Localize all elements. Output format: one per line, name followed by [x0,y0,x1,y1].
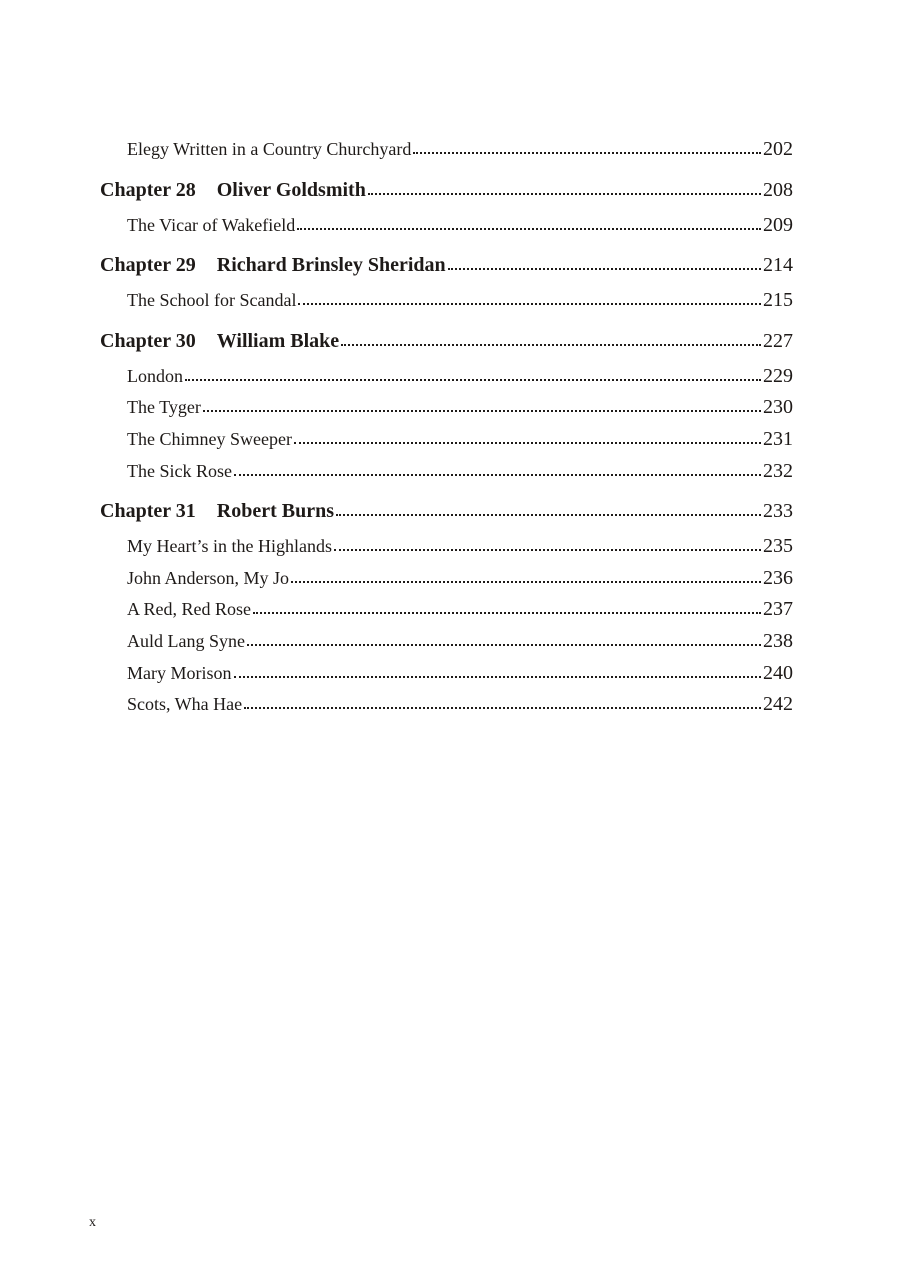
dot-leader [185,379,761,381]
toc-entry[interactable] [100,361,793,393]
dot-leader [253,612,761,614]
toc-entry-page: 231 [763,427,793,450]
toc-entry-page: 242 [763,693,793,716]
chapter-number: Chapter 30 [100,329,196,352]
chapter-number: Chapter 28 [100,178,196,201]
toc-entry[interactable] [100,563,793,595]
toc-entry[interactable] [100,594,793,626]
toc-entry[interactable] [100,531,793,563]
toc-entry[interactable] [100,689,793,721]
dot-leader [247,644,761,646]
toc-entry-page: 215 [763,289,793,312]
dot-leader [413,152,761,154]
dot-leader [336,514,761,516]
chapter-number: Chapter 31 [100,500,196,523]
toc-entry-page: 230 [763,396,793,419]
chapter-title: William Blake [216,329,340,352]
toc-chapter-heading[interactable] [100,241,793,285]
toc-entry-title: The Tyger [127,397,201,418]
dot-leader [294,442,761,444]
toc-entry[interactable] [100,210,793,242]
toc-chapter-heading[interactable] [100,317,793,361]
dot-leader [448,268,761,270]
toc-entry-title: A Red, Red Rose [127,599,251,620]
dot-leader [203,410,761,412]
chapter-title: Richard Brinsley Sheridan [216,254,446,277]
dot-leader [244,707,761,709]
toc-entry-title: Auld Lang Syne [127,630,245,651]
toc-entry[interactable] [100,392,793,424]
toc-entry-title: Mary Morison [127,662,232,683]
chapter-title: Oliver Goldsmith [216,178,366,201]
toc-entry[interactable] [100,626,793,658]
toc-entry-title: My Heart’s in the Highlands [127,536,332,557]
toc-chapter-heading[interactable] [100,487,793,531]
toc-entry-title: John Anderson, My Jo [127,567,290,588]
dot-leader [341,344,761,346]
toc-entry-page: 235 [763,535,793,558]
dot-leader [297,228,761,230]
chapter-page: 214 [763,254,793,277]
toc-entry[interactable] [100,658,793,690]
dot-leader [298,303,761,305]
toc-entry[interactable] [100,285,793,317]
chapter-page: 233 [763,500,793,523]
toc-chapter-heading[interactable] [100,166,793,210]
toc-entry-title: The Vicar of Wakefield [127,214,296,235]
dot-leader [334,549,761,551]
chapter-page: 227 [763,329,793,352]
table-of-contents [100,134,793,721]
toc-entry-page: 209 [763,213,793,236]
dot-leader [291,581,761,583]
toc-entry-title: Elegy Written in a Country Churchyard [127,139,412,159]
chapter-title: Robert Burns [216,500,334,523]
toc-entry-page: 237 [763,598,793,621]
toc-entry[interactable] [100,134,793,166]
toc-entry-title: The Chimney Sweeper [127,428,292,449]
dot-leader [368,193,761,195]
toc-entry-title: London [127,365,183,386]
toc-entry-title: The School for Scandal [127,290,297,311]
toc-entry[interactable] [100,424,793,456]
toc-entry-page: 232 [763,459,793,482]
dot-leader [234,474,761,476]
dot-leader [234,676,762,678]
toc-entry-page: 236 [763,566,793,589]
toc-entry-page: 238 [763,629,793,652]
page-number-footer: x [89,1215,96,1230]
toc-entry-page: 240 [763,661,793,684]
chapter-number: Chapter 29 [100,254,196,277]
toc-entry-title: Scots, Wha Hae [127,694,243,715]
toc-entry-page: 202 [763,138,793,160]
chapter-page: 208 [763,178,793,201]
toc-entry-page: 229 [763,364,793,387]
toc-entry[interactable] [100,456,793,488]
toc-entry-title: The Sick Rose [127,460,232,481]
